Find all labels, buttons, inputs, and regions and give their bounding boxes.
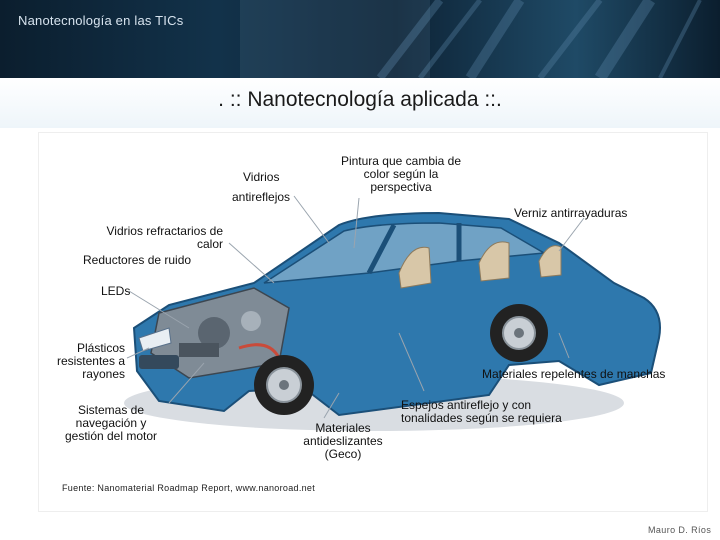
label-plasticos-line3: rayones	[82, 367, 125, 381]
label-plasticos-line2: resistentes a	[56, 354, 125, 368]
label-refractarios-line2: calor	[196, 237, 223, 251]
author-credit: Mauro D. Ríos	[648, 525, 712, 535]
banner-glow	[240, 0, 430, 78]
label-espejos-line2: tonalidades según se requiera	[401, 411, 562, 425]
label-sistemas-line1: Sistemas de	[77, 403, 145, 417]
label-antideslizantes-line2: antideslizantes	[303, 434, 383, 448]
label-antideslizantes	[293, 422, 393, 461]
label-vidrios: Vidrios	[243, 170, 280, 184]
label-ruido: Reductores de ruido	[83, 253, 192, 267]
label-antireflejos: antireflejos	[232, 190, 291, 204]
label-refractarios	[79, 225, 223, 251]
label-sistemas	[53, 404, 169, 443]
content-panel	[38, 132, 708, 512]
label-antideslizantes-line1: Materiales	[315, 421, 371, 435]
label-pintura-line3: perspectiva	[370, 180, 432, 194]
source-citation: Fuente: Nanomaterial Roadmap Report, www.nanoroad.net	[62, 483, 316, 493]
label-antideslizantes-line3: (Geco)	[324, 447, 362, 461]
car-grille	[139, 355, 179, 369]
label-pintura-line1: Pintura que cambia de	[340, 154, 462, 168]
label-pintura-line2: color según la	[363, 167, 439, 181]
label-espejos	[401, 399, 562, 425]
deck-title: Nanotecnología en las TICs	[18, 13, 184, 28]
label-plasticos-line1: Plásticos	[76, 341, 125, 355]
label-sistemas-line2: navegación y	[75, 416, 147, 430]
front-wheel	[254, 355, 314, 415]
label-pintura	[331, 155, 471, 194]
label-manchas: Materiales repelentes de manchas	[482, 367, 666, 381]
label-plasticos	[45, 342, 125, 381]
slide-title: . :: Nanotecnología aplicada ::.	[218, 88, 502, 111]
label-espejos-line1: Espejos antireflejo y con	[401, 398, 532, 412]
label-leds: LEDs	[101, 284, 131, 298]
banner-texture	[0, 0, 720, 78]
rear-wheel	[490, 304, 548, 362]
label-sistemas-line3: gestión del motor	[64, 429, 158, 443]
label-refractarios-line1: Vidrios refractarios de	[106, 224, 223, 238]
label-verniz: Verniz antirrayaduras	[514, 206, 628, 220]
header-banner	[0, 0, 720, 78]
